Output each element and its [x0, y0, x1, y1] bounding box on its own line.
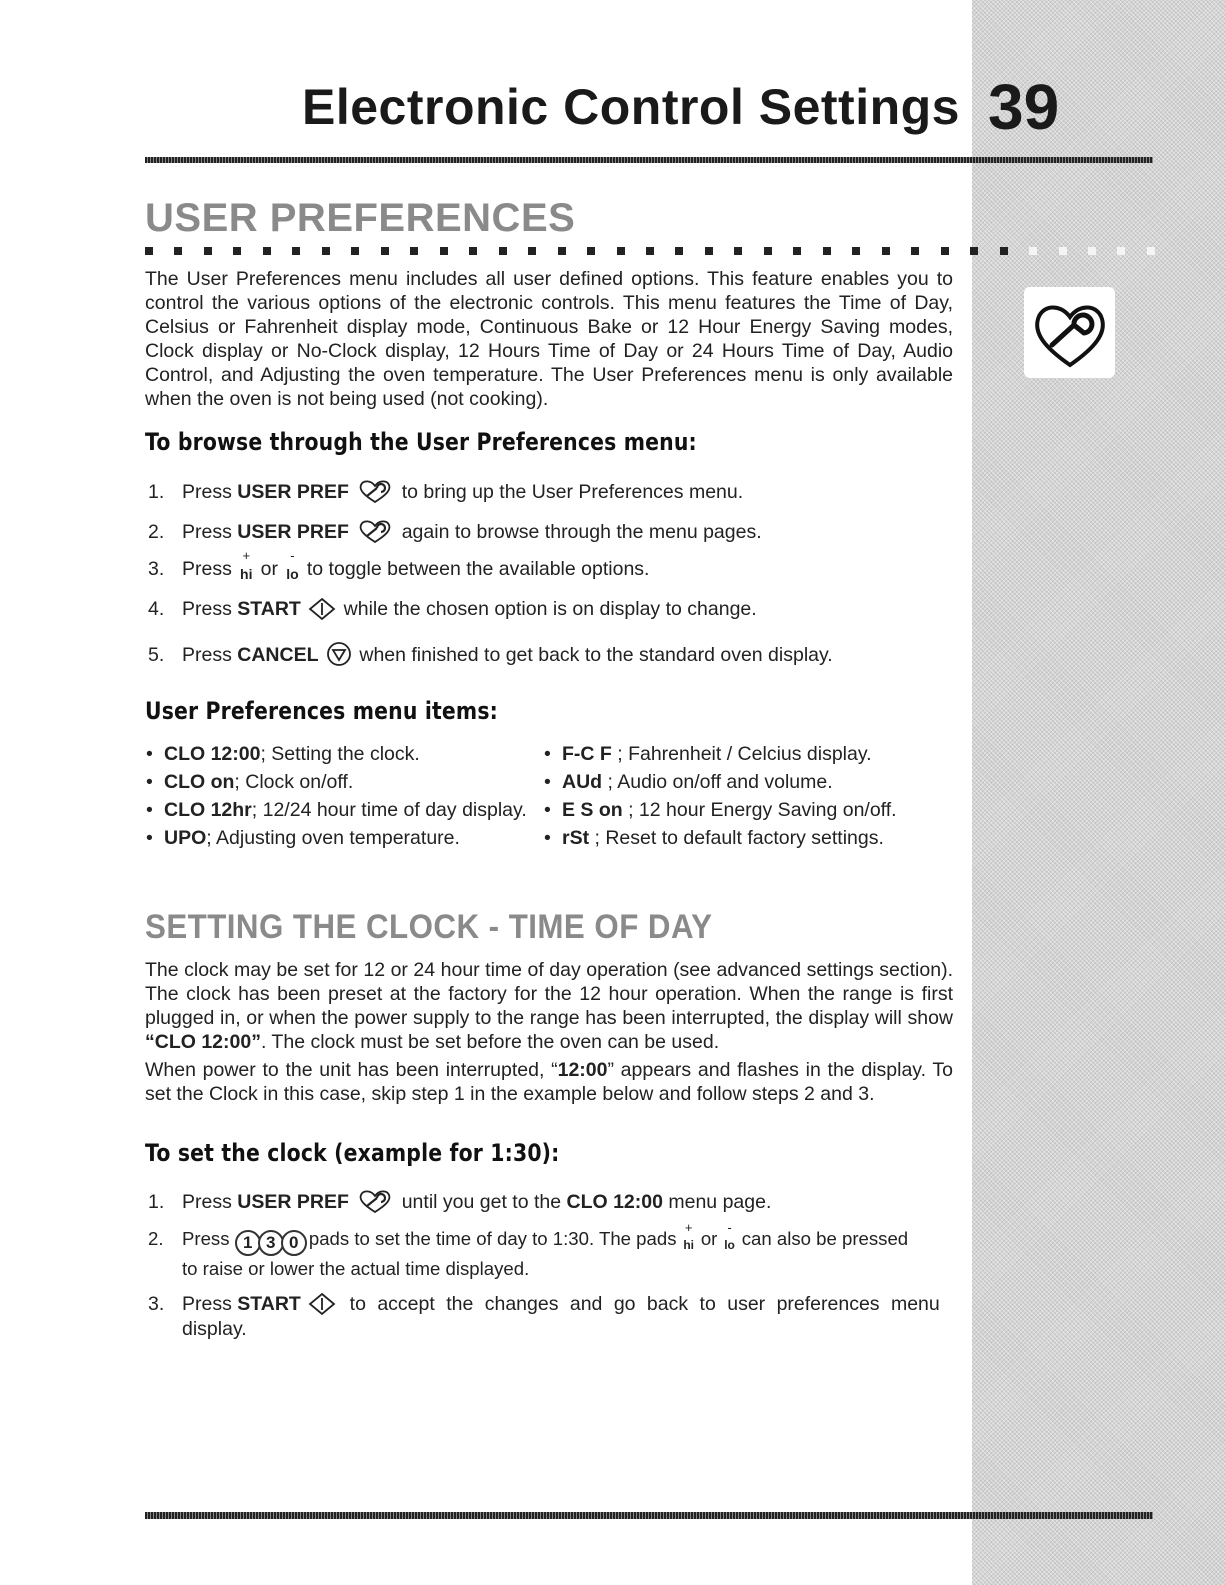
pad-1-icon: 1 [235, 1230, 261, 1256]
item-code: CLO on [164, 771, 235, 793]
item-code: rSt [562, 827, 590, 849]
item-desc: ; 12/24 hour time of day display. [251, 799, 527, 821]
item-desc: ; Clock on/off. [234, 771, 354, 793]
start-icon [308, 1292, 336, 1316]
clock-step-3: 3. Press START to accept the changes and go back to user preferences menu display. [148, 1292, 942, 1341]
menu-item: • CLO 12:00; Setting the clock. [146, 743, 420, 765]
step-number: 3. [148, 1293, 165, 1315]
menu-item: • E S on ; 12 hour Energy Saving on/off. [544, 799, 897, 821]
intro-paragraph: The User Preferences menu includes all user defined options. This feature enables you to control the various options of the electronic controls. This menu features the Time of Day, Celsius or Fahrenheit display mode, Continuous Bake or 12 Hour Energy Saving modes, Clock display or No-Clock display, 12 Hours Time of Day or 24 Hours Time of Day, Audio Control, and Adjusting the oven temperature. The User Preferences menu is only available when the oven is not being used (not cooking). [145, 268, 953, 410]
browse-step-1 [148, 478, 743, 504]
menu-item: • CLO 12hr; 12/24 hour time of day display. [146, 799, 527, 821]
step-number: 2. [148, 1228, 164, 1249]
item-desc: ; Adjusting oven temperature. [206, 827, 460, 849]
item-desc: ; Reset to default factory settings. [589, 827, 884, 849]
step-text: again to browse through the menu pages. [396, 521, 762, 543]
step-key: START [237, 598, 301, 620]
page-title: Electronic Control Settings [301, 79, 960, 135]
dotted-divider [145, 247, 1155, 255]
step-key: START [237, 1293, 301, 1315]
step-text: to bring up the User Preferences menu. [396, 481, 744, 503]
item-code: AUd [562, 771, 603, 793]
start-icon [308, 597, 336, 621]
browse-step-2 [148, 518, 762, 544]
step-text: while the chosen option is on display to change. [338, 598, 757, 620]
item-code: E S on [562, 799, 623, 821]
footer-rule [145, 1512, 1153, 1519]
item-code: CLO 12hr [164, 799, 252, 821]
step-key: USER PREF [237, 521, 349, 543]
step-continuation: to raise or lower the actual time displayed. [182, 1258, 530, 1279]
lo-key-label: - lo [283, 566, 301, 582]
user-pref-badge [1024, 287, 1115, 378]
browse-step-3 [148, 558, 649, 582]
browse-step-5 [148, 641, 833, 667]
clock-example-heading: To set the clock (example for 1:30): [145, 1139, 560, 1167]
menu-item: • AUd ; Audio on/off and volume. [544, 771, 833, 793]
header-rule [145, 157, 1153, 163]
clock-paragraph-2: When power to the unit has been interrupted, “12:00” appears and flashes in the display. To set the Clock in this case, skip step 1 in the example below and follow steps 2 and 3. [145, 1059, 953, 1105]
step-number: 1. [148, 481, 165, 503]
menu-item: • rSt ; Reset to default factory settings. [544, 827, 884, 849]
step-key: USER PREF [237, 481, 349, 503]
step-key: CANCEL [237, 644, 319, 666]
item-desc: ; Setting the clock. [260, 743, 420, 765]
step-text: or [255, 558, 284, 580]
user-pref-icon [356, 1188, 394, 1214]
step-number: 2. [148, 521, 165, 543]
step-key: USER PREF [237, 1191, 349, 1213]
step-number: 1. [148, 1191, 165, 1213]
cancel-icon [326, 641, 352, 667]
hi-key-label: + hi [237, 566, 255, 582]
section-heading-setting-clock: SETTING THE CLOCK - TIME OF DAY [145, 908, 713, 946]
user-pref-icon [356, 478, 394, 504]
step-number: 5. [148, 644, 165, 666]
step-text: when finished to get back to the standard oven display. [353, 644, 833, 666]
step-text: to toggle between the available options. [301, 558, 650, 580]
side-tab-strip [972, 0, 1225, 1585]
section-heading-user-preferences: USER PREFERENCES [145, 196, 576, 240]
browse-step-4 [148, 597, 757, 621]
pad-3-icon: 3 [258, 1230, 284, 1256]
item-desc: ; Audio on/off and volume. [602, 771, 833, 793]
menu-item: • CLO on; Clock on/off. [146, 771, 354, 793]
user-pref-icon [356, 518, 394, 544]
browse-heading: To browse through the User Preferences menu: [145, 428, 697, 456]
menu-item: • UPO; Adjusting oven temperature. [146, 827, 460, 849]
step-text: Press [182, 644, 238, 666]
step-text: Press [182, 481, 238, 503]
page-number: 39 [988, 71, 1060, 143]
user-pref-icon [1024, 287, 1115, 378]
hi-key-label: + hi [682, 1238, 696, 1252]
menu-items-heading: User Preferences menu items: [145, 697, 499, 725]
step-text: Press [182, 521, 238, 543]
step-number: 4. [148, 598, 165, 620]
step-continuation: display. [182, 1318, 247, 1340]
item-desc: ; Fahrenheit / Celcius display. [611, 743, 872, 765]
menu-item: • F-C F ; Fahrenheit / Celcius display. [544, 743, 872, 765]
pad-0-icon: 0 [281, 1230, 307, 1256]
item-code: CLO 12:00 [164, 743, 261, 765]
clock-step-2: 2. Press 1 3 0 pads to set the time of day to 1:30. The pads + hi or - lo can also be pressed to raise or lower the actual time displayed. [148, 1228, 908, 1280]
item-desc: ; 12 hour Energy Saving on/off. [622, 799, 897, 821]
item-code: UPO [164, 827, 207, 849]
item-code: F-C F [562, 743, 612, 765]
step-number: 3. [148, 558, 165, 580]
lo-key-label: - lo [723, 1238, 737, 1252]
step-text: Press [182, 598, 238, 620]
clock-step-1: 1. Press USER PREF until you get to the CLO 12:00 menu page. [148, 1188, 771, 1214]
step-text: Press [182, 558, 238, 580]
clock-paragraph-1: The clock may be set for 12 or 24 hour time of day operation (see advanced settings section). The clock has been preset at the factory for the 12 hour operation. When the range is first plugged in, or when the power supply to the range has been interrupted, the display will show “CLO 12:00”. The clock must be set before the oven can be used. [145, 959, 953, 1053]
